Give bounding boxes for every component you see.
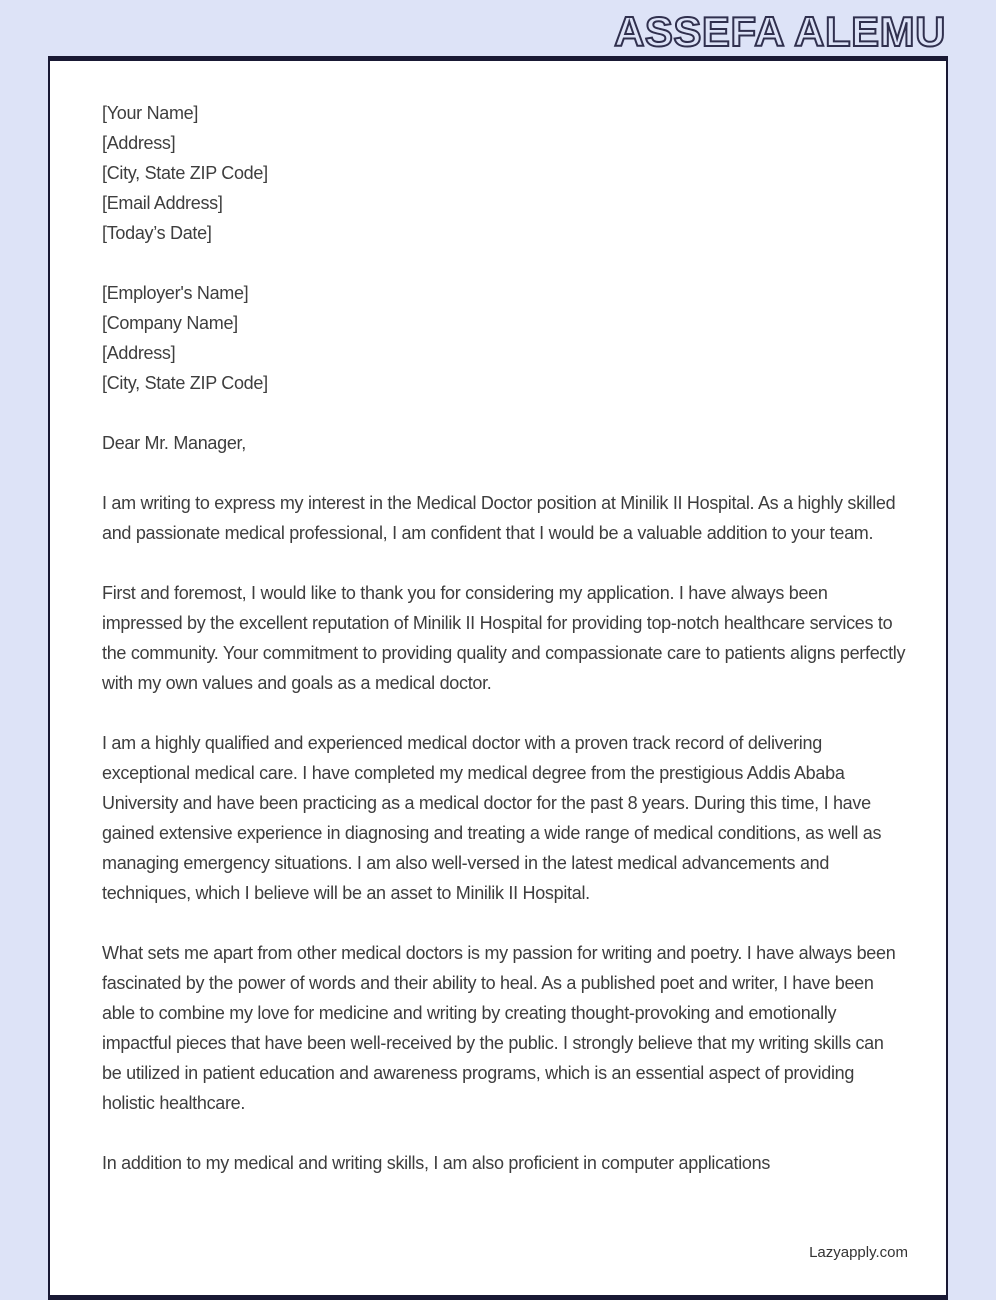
recipient-address-block xyxy=(102,278,906,398)
recipient-employer-line: [Employer's Name] xyxy=(102,283,249,303)
lazyapply-watermark: Lazyapply.com xyxy=(809,1244,908,1261)
paragraph-writing-skills: What sets me apart from other medical doctors is my passion for writing and poetry. I have always been fascinated by the power of words and their ability to heal. As a published poet and writer, I have been able to combine my love for medicine and writing by creating thought-provoking and emotionally impactful pieces that have been well-received by the public. I strongly believe that my writing skills can be utilized in patient education and awareness programs, which is an essential aspect of providing holistic healthcare. xyxy=(102,943,896,1113)
sender-date-line: [Today’s Date] xyxy=(102,223,212,243)
candidate-name-heading: ASSEFA ALEMU xyxy=(614,8,946,55)
recipient-city-line: [City, State ZIP Code] xyxy=(102,373,268,393)
salutation-block xyxy=(102,428,906,458)
recipient-address-line: [Address] xyxy=(102,343,176,363)
paragraph-appreciation: First and foremost, I would like to thank you for considering my application. I have always been impressed by the excellent reputation of Minilik II Hospital for providing top-notch healthcare services to the community. Your commitment to providing quality and compassionate care to patients aligns perfectly with my own values and goals as a medical doctor. xyxy=(102,583,906,693)
sender-name-line: [Your Name] xyxy=(102,103,199,123)
paragraph-computer-skills: In addition to my medical and writing skills, I am also proficient in computer applications xyxy=(102,1153,771,1173)
sender-email-line: [Email Address] xyxy=(102,193,223,213)
letter-content xyxy=(50,61,946,1178)
recipient-company-line: [Company Name] xyxy=(102,313,238,333)
sender-city-line: [City, State ZIP Code] xyxy=(102,163,268,183)
letter-page xyxy=(48,56,948,1300)
salutation-line: Dear Mr. Manager, xyxy=(102,433,246,453)
sender-address-line: [Address] xyxy=(102,133,176,153)
sender-address-block xyxy=(102,98,906,248)
paragraph-intro: I am writing to express my interest in the Medical Doctor position at Minilik II Hospital. As a highly skilled and passionate medical professional, I am confident that I would be a valuable addition to your team. xyxy=(102,493,896,543)
paragraph-qualifications: I am a highly qualified and experienced medical doctor with a proven track record of delivering exceptional medical care. I have completed my medical degree from the prestigious Addis Ababa University and have been practicing as a medical doctor for the past 8 years. During this time, I have gained extensive experience in diagnosing and treating a wide range of medical conditions, as well as managing emergency situations. I am also well-versed in the latest medical advancements and techniques, which I believe will be an asset to Minilik II Hospital. xyxy=(102,733,882,903)
